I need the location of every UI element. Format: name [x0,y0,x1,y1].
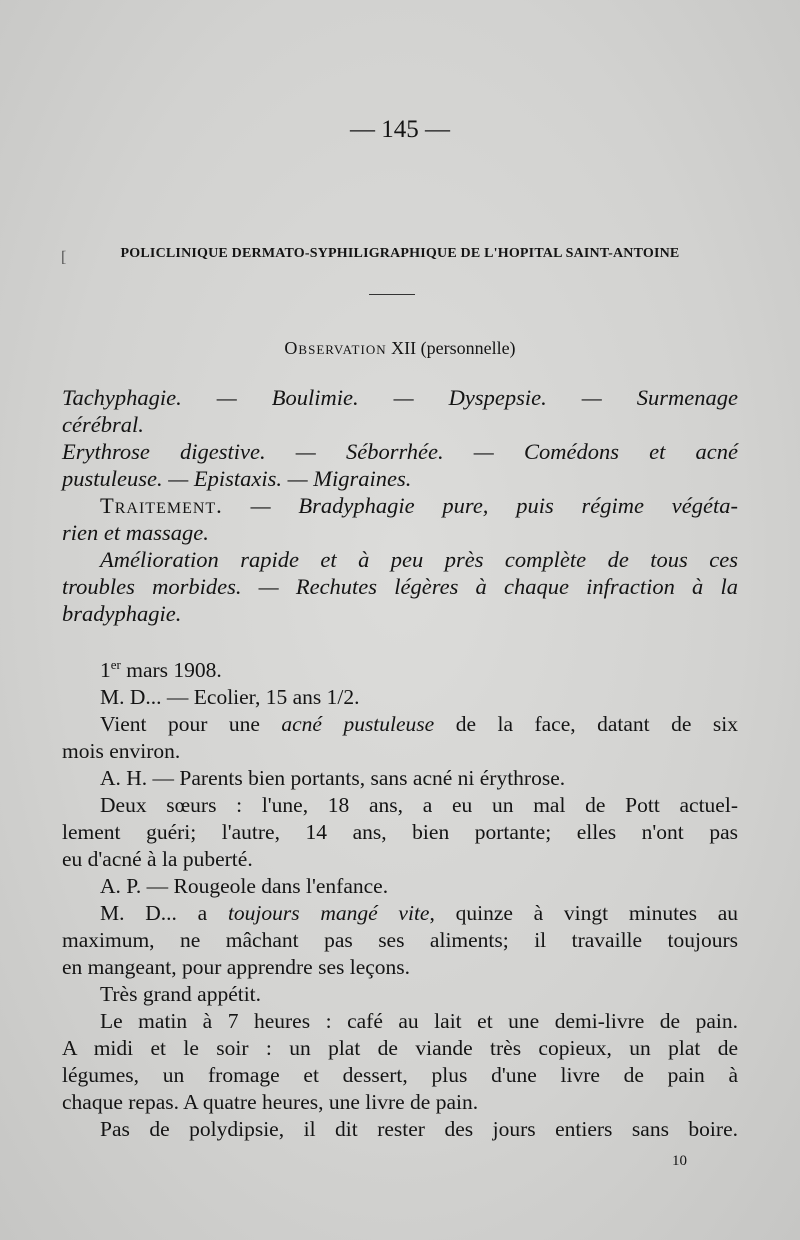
text-run: M. D... a [100,901,228,926]
summary-line: Erythrose digestive. — Séborrhée. — Comédons et acné [62,439,738,464]
summary-line: Tachyphagie. — Boulimie. — Dyspepsie. — Surmenage [62,385,738,410]
observation-title [0,338,800,359]
summary-line: troubles morbides. — Rechutes légères à chaque infraction à la [62,574,738,599]
body-line: A. H. — Parents bien portants, sans acné ni érythrose. [100,766,566,791]
body-line: en mangeant, pour apprendre ses leçons. [62,955,411,980]
body-line: légumes, un fromage et dessert, plus d'une livre de pain à [62,1063,738,1088]
observation-label: Observation [284,338,387,358]
case-date [62,651,738,684]
body-line: Le matin à 7 heures : café au lait et une demi-livre de pain. [100,1009,738,1034]
observation-summary [62,384,738,627]
summary-line [62,492,738,519]
text-run-italic: acné pustuleuse [281,712,435,737]
body-line: A. P. — Rougeole dans l'enfance. [100,874,389,899]
summary-line: rien et massage. [62,520,209,545]
case-body [62,651,738,1143]
observation-number: XII (personnelle) [391,338,516,358]
text-run-italic: toujours mangé vite [227,901,430,926]
corner-mark: [ [61,249,67,266]
body-line: lement guéri; l'autre, 14 ans, bien portante; elles n'ont pas [62,820,738,845]
date-day: 1 [100,658,111,683]
body-line: M. D... — Ecolier, 15 ans 1/2. [100,685,360,710]
body-line: Pas de polydipsie, il dit rester des jours entiers sans boire. [100,1117,738,1142]
body-line: eu d'acné à la puberté. [62,847,253,872]
body-line [62,711,738,738]
body-line: Très grand appétit. [100,982,262,1007]
page-number: — 145 — [350,116,450,143]
body-line: mois environ. [62,739,181,764]
text-run: de la face, datant de six [434,712,738,737]
signature-mark: 10 [672,1153,687,1169]
date-rest: mars 1908. [120,658,222,683]
summary-line: bradyphagie. [62,601,182,626]
treatment-text: — Bradyphagie pure, puis régime végéta- [222,493,738,518]
text-run: , quinze à vingt minutes au [429,901,738,926]
body-line: maximum, ne mâchant pas ses aliments; il travaille toujours [62,928,738,953]
summary-line: cérébral. [62,412,144,437]
body-line: chaque repas. A quatre heures, une livre de pain. [62,1090,479,1115]
body-line: Deux sœurs : l'une, 18 ans, a eu un mal de Pott actuel- [100,793,738,818]
summary-line: Amélioration rapide et à peu près complète de tous ces [100,547,738,572]
divider-rule [369,294,415,295]
date-sup: er [110,657,121,672]
body-line [62,900,738,927]
treatment-label: Traitement. [100,493,223,518]
clinic-header: POLICLINIQUE DERMATO-SYPHILIGRAPHIQUE DE L'HOPITAL SAINT-ANTOINE [120,246,680,261]
text-run: Vient pour une [100,712,282,737]
summary-line: pustuleuse. — Epistaxis. — Migraines. [62,466,412,491]
body-line: A midi et le soir : un plat de viande très copieux, un plat de [62,1036,738,1061]
